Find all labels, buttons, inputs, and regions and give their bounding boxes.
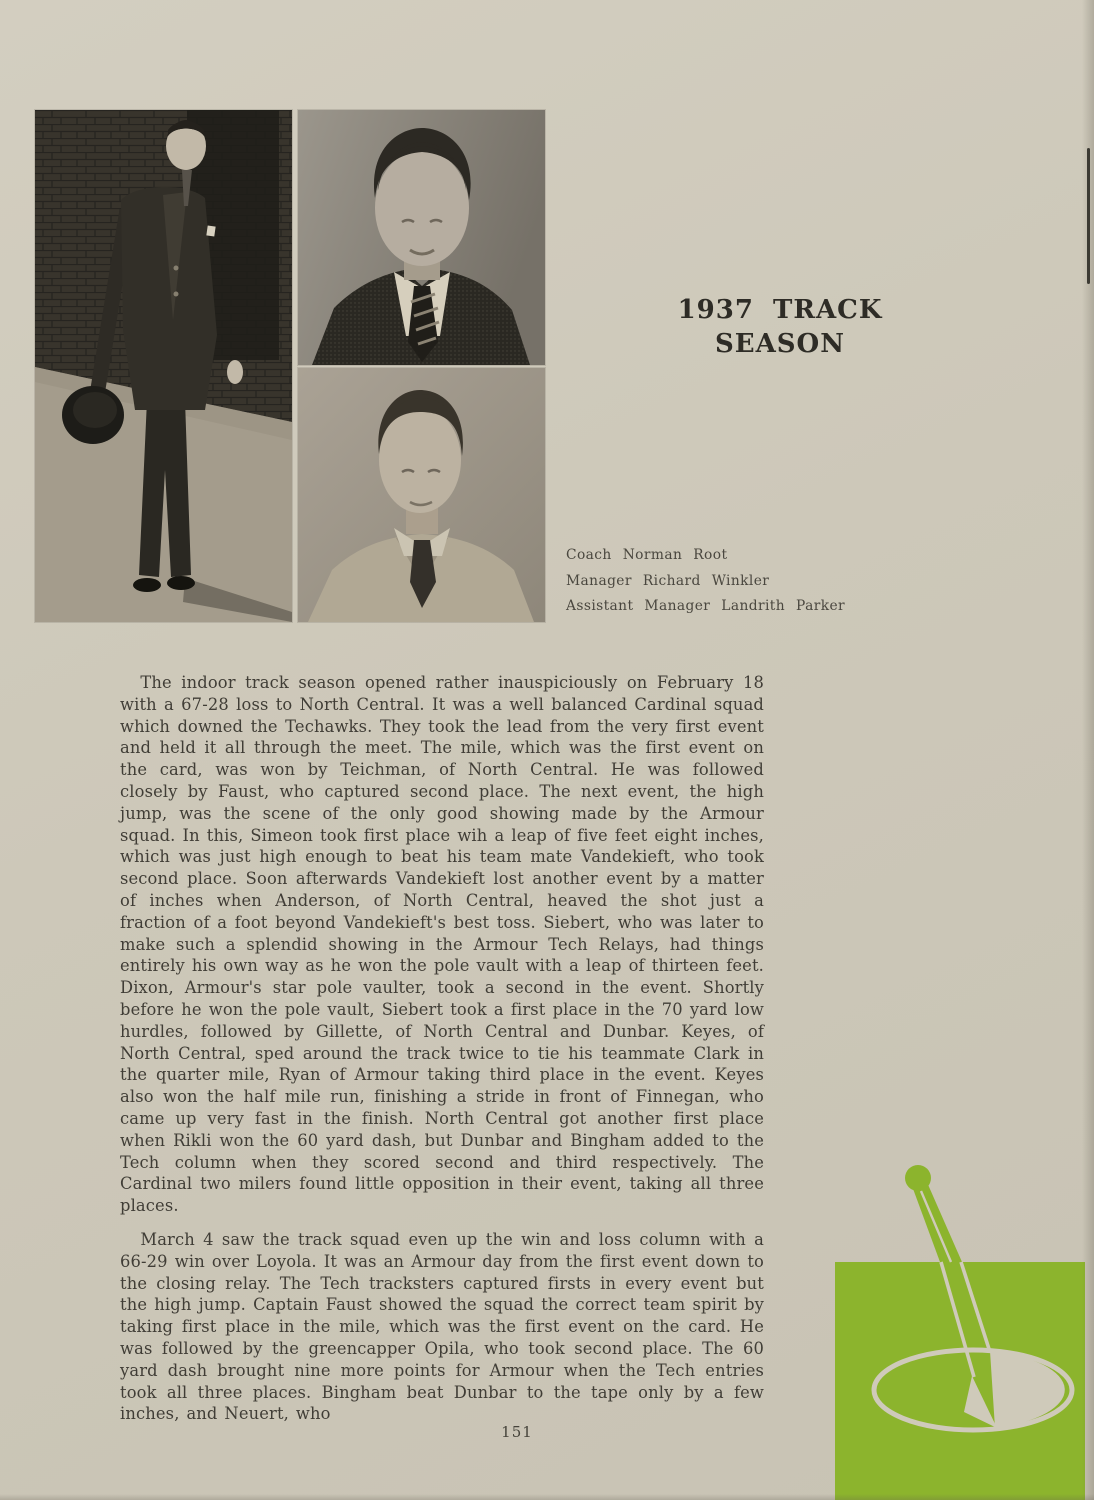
compass-knob — [905, 1165, 931, 1191]
manager-portrait-photo — [298, 110, 545, 365]
face — [375, 150, 469, 266]
staff-credits — [566, 543, 845, 620]
credit-manager: Manager Richard Winkler — [566, 572, 770, 589]
drafting-compass-emblem — [820, 1140, 1094, 1500]
hand — [227, 360, 243, 384]
article-body — [120, 672, 764, 1437]
pocket-square — [206, 225, 215, 236]
face — [379, 407, 461, 513]
page-bottom-shading — [0, 1494, 1094, 1500]
coach-full-length-photo — [35, 110, 292, 622]
paragraph-february-meet: The indoor track season opened rather inauspiciously on February 18 with a 67-28 loss to North Central. It was a well balanced Cardinal squad which downed the Techawks. They took the lead from the very first event and held it all through the meet. The mile, which was the first event on the card, was won by Teichman, of North Central. He was followed closely by Faust, who captured second place. The next event, the high jump, was the scene of the only good showing made by the Armour squad. In this, Simeon took first place wih a leap of five feet eight inches, which was just high enough to beat his team mate Vandekieft, who took second place. Soon afterwards Vandekieft lost another event by a matter of inches when Anderson, of North Central, heaved the shot just a fraction of a foot beyond Vandekieft's best toss. Siebert, who was later to make such a splendid showing in the Armour Tech Relays, had things entirely his own way as he won the pole vault with a leap of thirteen feet. Dixon, Armour's star pole vaulter, took a second in the event. Shortly before he won the pole vault, Siebert took a first place in the 70 yard low hurdles, followed by Gillette, of North Central and Dunbar. Keyes, of North Central, sped around the track twice to tie his teammate Clark in the quarter mile, Ryan of Armour taking third place in the event. Keyes also won the half mile run, finishing a stride in front of Finnegan, who came up very fast in the finish. North Central got another first place when Rikli won the 60 yard dash, but Dunbar and Bingham added to the Tech column when they scored second and third respectively. The Cardinal two milers found little opposition in their event, taking all three places. — [120, 673, 764, 1216]
credit-coach: Coach Norman Root — [566, 547, 728, 563]
assistant-manager-portrait-photo — [298, 368, 545, 622]
page-title-line1: 1937 TRACK — [677, 295, 883, 325]
page-title — [640, 293, 920, 361]
page-title-line2: SEASON — [715, 329, 845, 359]
paragraph-march-meet: March 4 saw the track squad even up the win and loss column with a 66-29 win over Loyola. It was an Armour day from the first event down to the closing relay. The Tech tracksters captured firsts in every event but the high jump. Captain Faust showed the squad the correct team spirit by taking first place in the mile, which was the first event on the card. He was followed by the greencapper Opila, who took second place. The 60 yard dash brought nine more points for Armour when the Tech entries took all three places. Bingham beat Dunbar to the tape only by a few inches, and Neuert, who — [120, 1229, 764, 1424]
page-number: 151 — [501, 1423, 533, 1441]
page-edge-line — [1087, 148, 1090, 284]
compass-shaft — [912, 1180, 962, 1262]
credit-assistant-manager: Assistant Manager Landrith Parker — [566, 598, 846, 615]
